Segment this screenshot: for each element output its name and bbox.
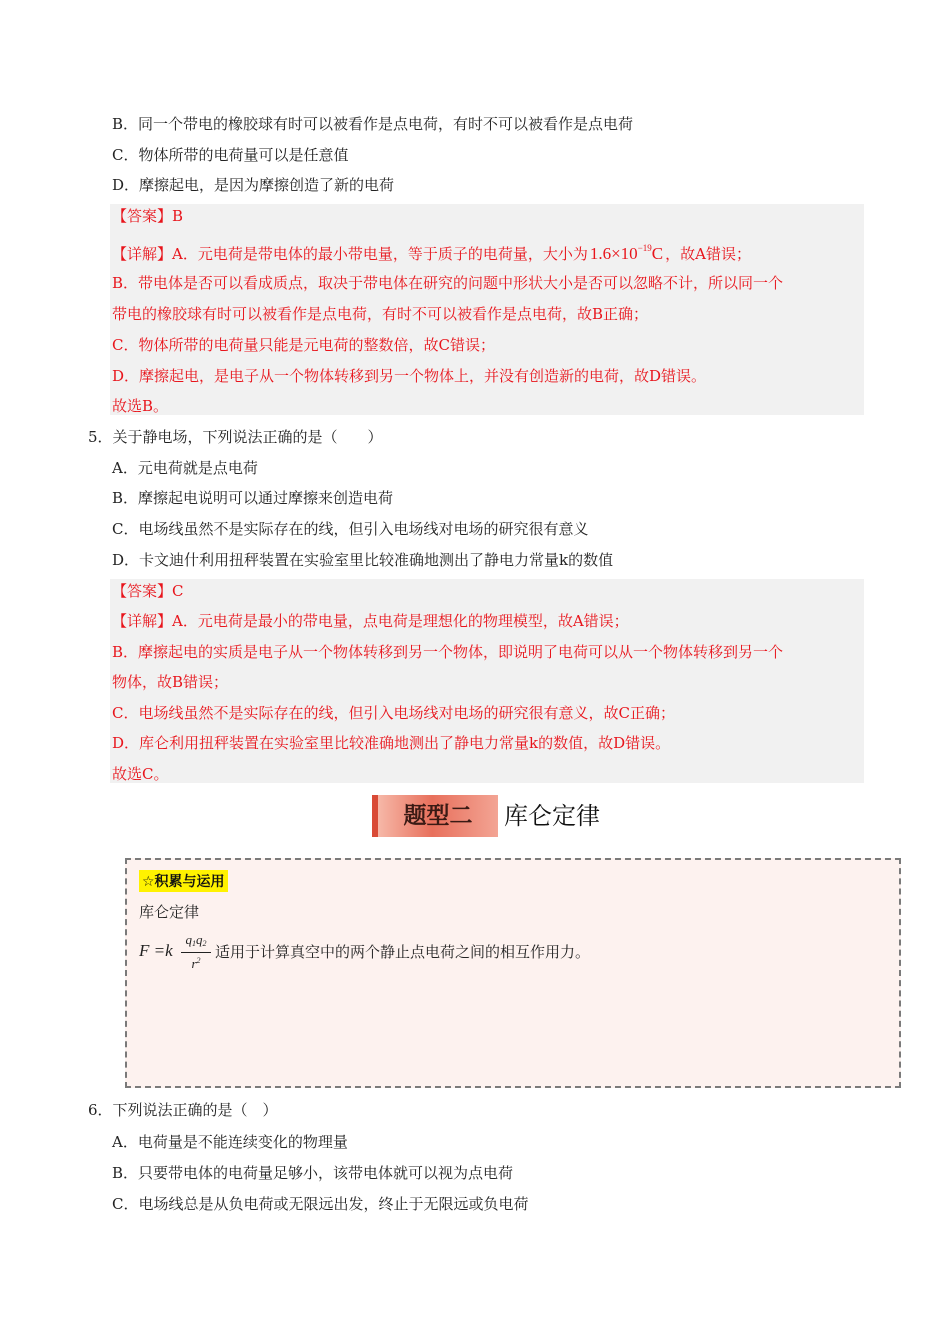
charge-value [590, 244, 663, 263]
section-heading: 库仑定律 [504, 802, 600, 830]
q4-detail-lead: 【详解】A．元电荷是带电体的最小带电量，等于质子的电荷量，大小为 [112, 245, 588, 263]
charge-times: ×10 [611, 244, 638, 263]
q5-conclusion: 故选C。 [112, 765, 169, 783]
formula-fraction [181, 932, 211, 972]
q4-detail-line-d: D．摩擦起电，是电子从一个物体转移到另一个物体上，并没有创造新的电荷，故D错误。 [112, 367, 707, 385]
q4-option-c: C．物体所带的电荷量可以是任意值 [112, 146, 349, 164]
box-tag: ☆积累与运用 [139, 870, 228, 892]
q4-detail-line-a [112, 238, 751, 264]
q5-detail-line-c: C．电场线虽然不是实际存在的线，但引入电场线对电场的研究很有意义，故C正确； [112, 704, 675, 722]
charge-exponent: −19 [637, 243, 652, 253]
formula-sub1: 1 [192, 939, 196, 948]
knowledge-box [125, 858, 901, 1088]
formula-exp: 2 [196, 956, 201, 965]
q6-option-c: C．电场线总是从负电荷或无限远出发，终止于无限远或负电荷 [112, 1195, 529, 1213]
q4-conclusion: 故选B。 [112, 397, 169, 415]
q5-answer: 【答案】C [112, 582, 184, 600]
q5-question: 5．关于静电场，下列说法正确的是（ ） [88, 428, 383, 446]
charge-mantissa: 1.6 [589, 244, 612, 263]
formula-sub2: 2 [202, 939, 207, 948]
q4-option-b: B．同一个带电的橡胶球有时可以被看作是点电荷，有时不可以被看作是点电荷 [112, 115, 634, 133]
q5-option-b: B．摩擦起电说明可以通过摩擦来创造电荷 [112, 489, 394, 507]
q5-detail-line-d: D．库仑利用扭秤装置在实验室里比较准确地测出了静电力常量k的数值，故D错误。 [112, 734, 671, 752]
q4-answer: 【答案】B [112, 207, 184, 225]
formula-r: r [191, 956, 197, 971]
formula-description: 适用于计算真空中的两个静止点电荷之间的相互作用力。 [215, 943, 591, 961]
q4-detail-line-b1: B．带电体是否可以看成质点，取决于带电体在研究的问题中形状大小是否可以忽略不计，所以同一个 [112, 274, 784, 292]
q4-option-d: D．摩擦起电，是因为摩擦创造了新的电荷 [112, 176, 395, 194]
formula-denominator [181, 953, 211, 972]
q6-option-b: B．只要带电体的电荷量足够小，该带电体就可以视为点电荷 [112, 1164, 514, 1182]
charge-unit: C [651, 244, 664, 263]
q5-option-d: D．卡文迪什利用扭秤装置在实验室里比较准确地测出了静电力常量k的数值 [112, 551, 614, 569]
q6-question: 6．下列说法正确的是（ ） [88, 1101, 278, 1119]
q5-option-c: C．电场线虽然不是实际存在的线，但引入电场线对电场的研究很有意义 [112, 520, 589, 538]
q5-option-a: A．元电荷就是点电荷 [112, 459, 258, 477]
formula-lhs: F =k [139, 941, 173, 960]
q5-detail-line-b2: 物体，故B错误； [112, 673, 229, 691]
q4-detail-tail: ，故A错误； [665, 245, 751, 263]
q5-detail-line-b1: B．摩擦起电的实质是电子从一个物体转移到另一个物体，即说明了电荷可以从一个物体转移到另一个 [112, 643, 784, 661]
formula-numerator [181, 932, 211, 953]
section-badge: 题型二 [372, 795, 498, 837]
formula-q2: q [196, 932, 203, 947]
formula-q1: q [185, 932, 192, 947]
q4-detail-line-c: C．物体所带的电荷量只能是元电荷的整数倍，故C错误； [112, 336, 495, 354]
q6-option-a: A．电荷量是不能连续变化的物理量 [112, 1133, 348, 1151]
box-heading: 库仑定律 [139, 903, 200, 921]
q5-detail-line-a: 【详解】A．元电荷是最小的带电量，点电荷是理想化的物理模型，故A错误； [112, 612, 629, 630]
q4-detail-line-b2: 带电的橡胶球有时可以被看作是点电荷，有时不可以被看作是点电荷，故B正确； [112, 305, 649, 323]
